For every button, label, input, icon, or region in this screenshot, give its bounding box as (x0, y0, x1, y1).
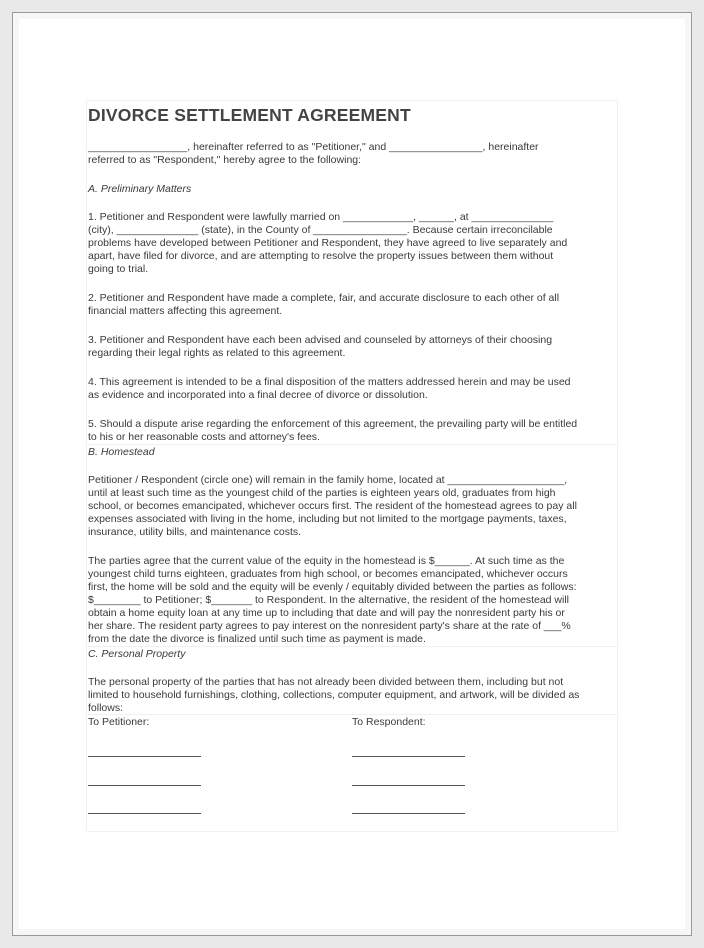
section-b-p1-line: insurance, utility bills, and maintenance costs. (88, 526, 302, 538)
section-b-p1-line: Petitioner / Respondent (circle one) will remain in the family home, located at ____________________, (88, 474, 568, 486)
section-c-heading: C. Personal Property (88, 648, 186, 660)
section-divider (86, 646, 618, 647)
petitioner-item-line[interactable] (88, 813, 201, 814)
to-respondent-label: To Respondent: (352, 716, 426, 728)
section-b-heading: B. Homestead (88, 446, 155, 458)
section-a-p4-line: as evidence and incorporated into a final decree of divorce or dissolution. (88, 389, 428, 401)
section-c-p1-line: limited to household furnishings, clothing, collections, computer equipment, and artwork, will be divided as (88, 689, 580, 701)
section-a-p2-line: financial matters affecting this agreement. (88, 305, 283, 317)
section-b-p2-line: from the date the divorce is finalized until such time as payment is made. (88, 633, 426, 645)
section-b-p2-line: first, the home will be sold and the equity will be evenly / equitably divided between the parties as follows: (88, 581, 577, 593)
section-b-p1-line: school, or becomes emancipated, whichever occurs first. The resident of the homestead agrees to pay all (88, 500, 577, 512)
section-c-p1-line: follows: (88, 702, 124, 714)
section-a-p3-line: regarding their legal rights as related to this agreement. (88, 347, 346, 359)
petitioner-item-line[interactable] (88, 756, 201, 757)
section-b-p1-line: until at least such time as the youngest child of the parties is eighteen years old, graduates from high (88, 487, 556, 499)
section-b-p2-line: The parties agree that the current value of the equity in the homestead is $______. At such time as the (88, 555, 565, 567)
petitioner-item-line[interactable] (88, 785, 201, 786)
respondent-item-line[interactable] (352, 785, 465, 786)
section-b-p1-line: expenses associated with living in the home, including but not limited to the mortgage payments, taxes, (88, 513, 567, 525)
respondent-item-line[interactable] (352, 756, 465, 757)
intro-line: _________________, hereinafter referred to as "Petitioner," and ________________, hereinafter (88, 141, 539, 153)
intro-line: referred to as "Respondent," hereby agree to the following: (88, 154, 362, 166)
section-a-p1-line: 1. Petitioner and Respondent were lawfully married on ____________, ______, at ______________ (88, 211, 554, 223)
section-a-heading: A. Preliminary Matters (88, 183, 192, 195)
document-title: DIVORCE SETTLEMENT AGREEMENT (88, 105, 411, 125)
section-c-p1-line: The personal property of the parties that has not already been divided between them, including but not (88, 676, 564, 688)
respondent-item-line[interactable] (352, 813, 465, 814)
section-a-p1-line: problems have developed between Petitioner and Respondent, they have agreed to live separately and (88, 237, 568, 249)
section-a-p2-line: 2. Petitioner and Respondent have made a complete, fair, and accurate disclosure to each other of all (88, 292, 560, 304)
section-a-p5-line: 5. Should a dispute arise regarding the enforcement of this agreement, the prevailing party will be entitled (88, 418, 578, 430)
section-b-p2-line: $________ to Petitioner; $_______ to Respondent. In the alternative, the resident of the homestead will (88, 594, 570, 606)
section-divider (86, 714, 618, 715)
section-b-p2-line: obtain a home equity loan at any time up to including that date and will pay the nonresident party his or (88, 607, 565, 619)
section-a-p4-line: 4. This agreement is intended to be a final disposition of the matters addressed herein and may be used (88, 376, 571, 388)
section-a-p1-line: apart, have filed for divorce, and are attempting to resolve the property issues between them without (88, 250, 554, 262)
section-b-p2-line: her share. The resident party agrees to pay interest on the nonresident party's share at the rate of ___% (88, 620, 571, 632)
section-a-p5-line: to his or her reasonable costs and attorney's fees. (88, 431, 320, 443)
section-b-p2-line: youngest child turns eighteen, graduates from high school, or becomes emancipated, whichever occurs (88, 568, 568, 580)
section-a-p1-line: (city), ______________ (state), in the County of ________________. Because certain irreconcilable (88, 224, 553, 236)
section-divider (86, 444, 618, 445)
section-a-p1-line: going to trial. (88, 263, 149, 275)
to-petitioner-label: To Petitioner: (88, 716, 150, 728)
section-a-p3-line: 3. Petitioner and Respondent have each been advised and counseled by attorneys of their choosing (88, 334, 553, 346)
